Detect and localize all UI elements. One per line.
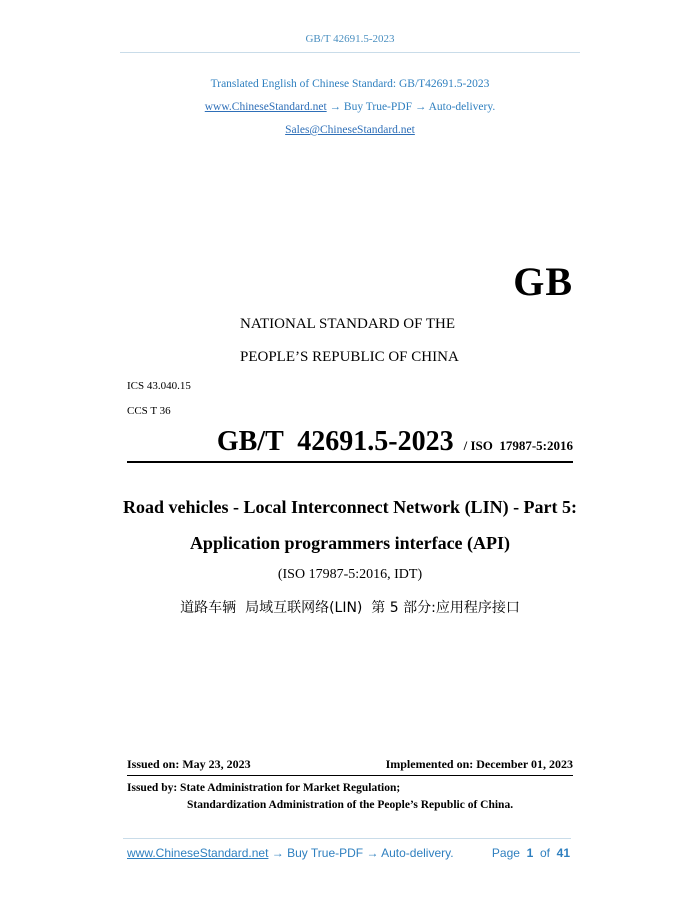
total-pages: 41 bbox=[556, 846, 570, 860]
standard-number-divider bbox=[127, 461, 573, 463]
national-standard-line2: PEOPLE’S REPUBLIC OF CHINA bbox=[240, 349, 459, 365]
of-label: of bbox=[539, 846, 550, 860]
page-number: 1 bbox=[526, 846, 534, 860]
purchase-text: → Buy True-PDF → Auto-delivery. bbox=[326, 101, 496, 113]
translation-notice: Translated English of Chinese Standard: GB/T42691.5-2023 bbox=[210, 78, 490, 90]
document-title-line2: Application programmers interface (API) bbox=[189, 533, 511, 553]
footer-divider bbox=[123, 838, 571, 839]
sales-email-link[interactable]: Sales@ChineseStandard.net bbox=[285, 124, 415, 136]
standard-number: GB/T 42691.5-2023 bbox=[216, 426, 454, 457]
chinese-title: 道路车辆 局域互联网络(LIN) 第 5 部分:应用程序接口 bbox=[180, 600, 520, 616]
issued-date: Issued on: May 23, 2023 bbox=[127, 757, 251, 771]
footer-site-link[interactable]: www.ChineseStandard.net bbox=[127, 846, 269, 860]
ics-code: ICS 43.040.15 bbox=[127, 380, 191, 392]
issuer-line1: Issued by: State Administration for Market Regulation; bbox=[127, 782, 401, 794]
running-header: GB/T 42691.5-2023 bbox=[305, 33, 395, 45]
gb-logo: GB bbox=[513, 259, 573, 304]
site-link[interactable]: www.ChineseStandard.net bbox=[204, 101, 327, 113]
header-divider bbox=[120, 52, 580, 53]
national-standard-line1: NATIONAL STANDARD OF THE bbox=[240, 316, 456, 332]
page-label: Page bbox=[491, 846, 520, 860]
page-indicator bbox=[492, 846, 570, 860]
footer-purchase-text: → Buy True-PDF → Auto-delivery. bbox=[268, 846, 454, 860]
ccs-code: CCS T 36 bbox=[127, 405, 171, 417]
iso-equivalent: / ISO 17987-5:2016 bbox=[463, 438, 573, 453]
dates-divider bbox=[127, 775, 573, 776]
standard-number-line bbox=[217, 426, 573, 458]
purchase-line bbox=[0, 101, 700, 113]
implemented-date: Implemented on: December 01, 2023 bbox=[385, 757, 573, 771]
footer-purchase-line bbox=[127, 846, 454, 860]
document-title-line1: Road vehicles - Local Interconnect Network (LIN) - Part 5: bbox=[122, 497, 578, 517]
adoption-note: (ISO 17987-5:2016, IDT) bbox=[277, 567, 423, 582]
email-line bbox=[0, 124, 700, 136]
issuer-line2: Standardization Administration of the People’s Republic of China. bbox=[187, 799, 514, 811]
